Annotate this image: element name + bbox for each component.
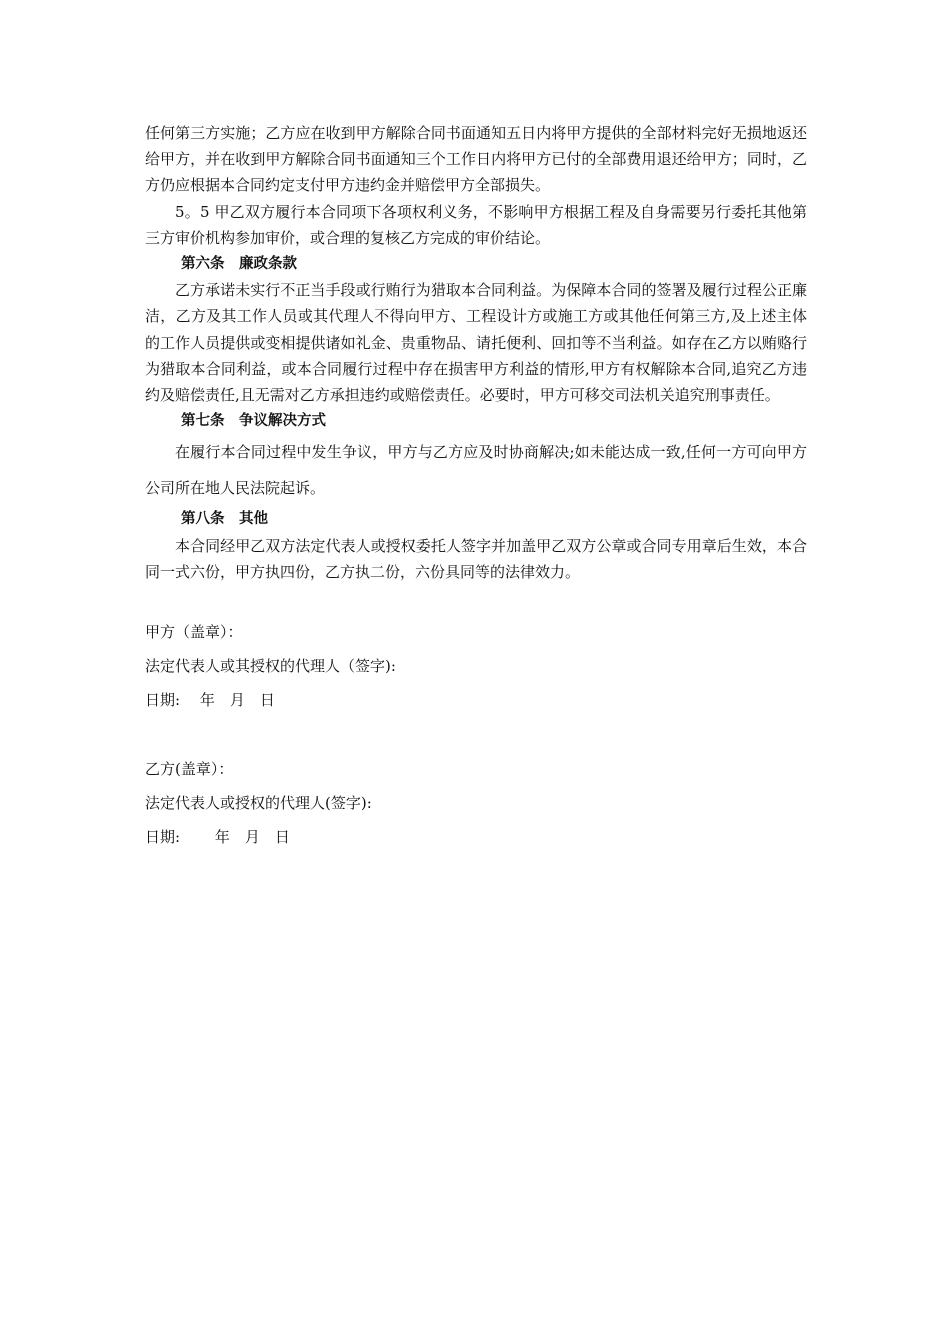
party-a-signature-block <box>145 615 807 717</box>
article-8-heading: 第八条 其他 <box>181 511 268 528</box>
article-7-heading: 第七条 争议解决方式 <box>181 413 326 430</box>
contract-body <box>145 120 807 585</box>
party-b-representative-label: 法定代表人或授权的代理人(签字): <box>145 794 372 812</box>
article-8-paragraph: 本合同经甲乙双方法定代表人或授权委托人签字并加盖甲乙双方公章或合同专用章后生效，本合同一式六份，甲方执四份，乙方执二份，六份具同等的法律效力。 <box>145 536 807 581</box>
party-a-seal-label: 甲方（盖章）： <box>145 623 243 641</box>
party-b-date-label: 日期: 年 月 日 <box>145 828 290 846</box>
party-a-date-label: 日期: 年 月 日 <box>145 691 275 709</box>
article-6-heading: 第六条 廉政条款 <box>181 256 297 273</box>
article-6-paragraph: 乙方承诺未实行不正当手段或行贿行为猎取本合同利益。为保障本合同的签署及履行过程公正廉洁，乙方及其工作人员或其代理人不得向甲方、工程设计方或施工方或其他任何第三方,及上述主体的工作人员提供或变相提供诸如礼金、贵重物品、请托便利、回扣等不当利益。如存在乙方以贿赂行为猎取本合同利益，或本合同履行过程中存在损害甲方利益的情形,甲方有权解除本合同,追究乙方违约及赔偿责任,且无需对乙方承担违约或赔偿责任。必要时，甲方可移交司法机关追究刑事责任。 <box>145 281 807 405</box>
article-7-paragraph: 在履行本合同过程中发生争议，甲方与乙方应及时协商解决;如未能达成一致,任何一方可向甲方公司所在地人民法院起诉。 <box>145 443 807 498</box>
termination-clause-paragraph: 任何第三方实施；乙方应在收到甲方解除合同书面通知五日内将甲方提供的全部材料完好无损地返还给甲方，并在收到甲方解除合同书面通知三个工作日内将甲方已付的全部费用退还给甲方；同时，乙方仍应根据本合同约定支付甲方违约金并赔偿甲方全部损失。 <box>145 124 807 195</box>
party-b-signature-block <box>145 752 807 854</box>
party-a-representative-label: 法定代表人或其授权的代理人（签字): <box>145 657 396 675</box>
clause-5-5-paragraph: 5。5 甲乙双方履行本合同项下各项权利义务，不影响甲方根据工程及自身需要另行委托其他第三方审价机构参加审价，或合理的复核乙方完成的审价结论。 <box>145 202 807 247</box>
party-b-seal-label: 乙方(盖章）： <box>145 760 234 778</box>
